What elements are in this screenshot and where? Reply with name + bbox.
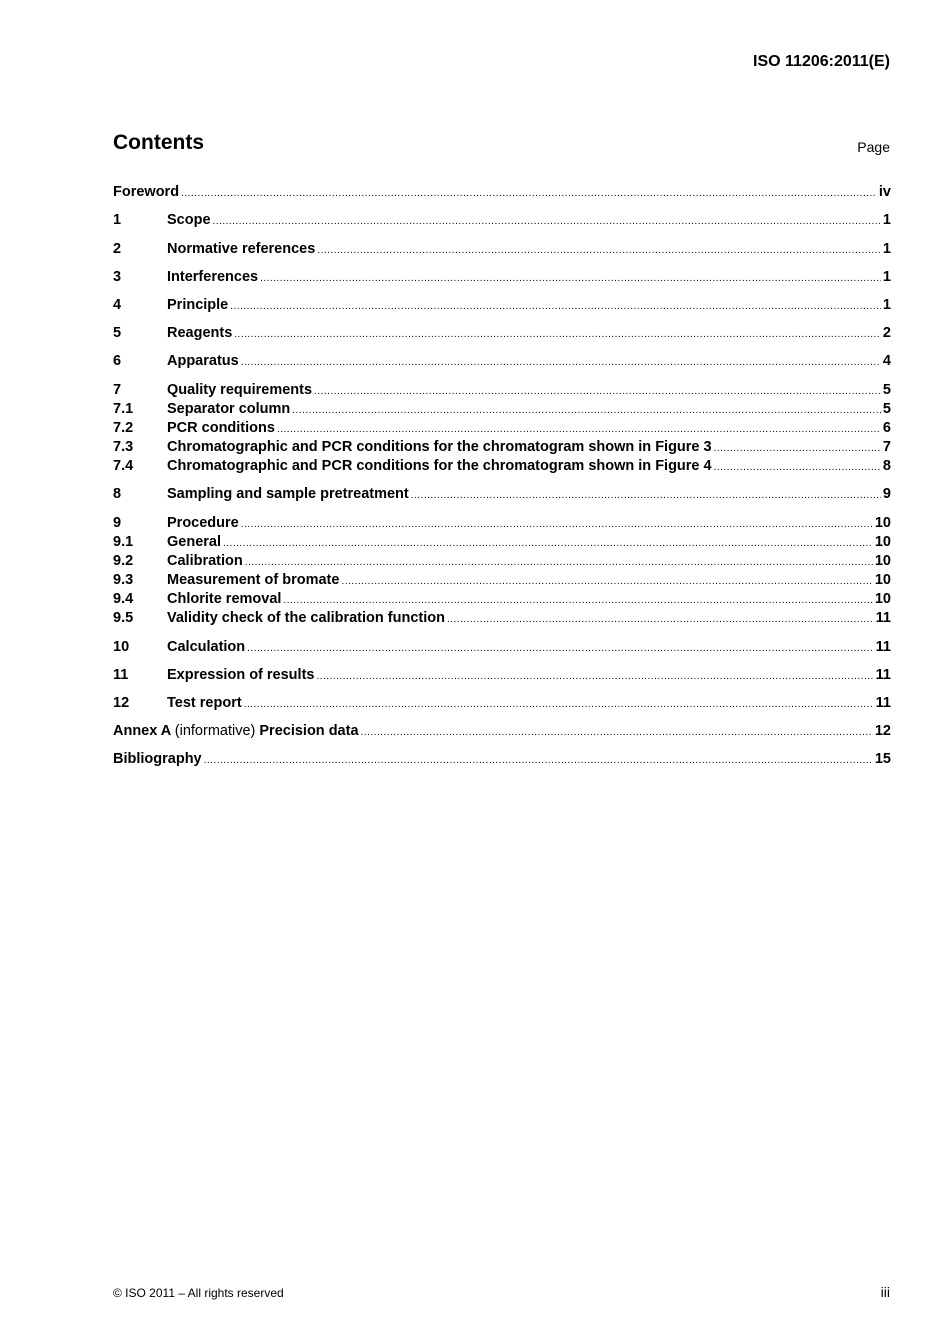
toc-entry-page: 8 xyxy=(882,458,891,474)
toc-entry-label: Test report xyxy=(167,695,242,711)
dot-leader xyxy=(181,184,877,203)
toc-entry-number: 12 xyxy=(113,695,130,711)
toc-entry-label: Calculation xyxy=(167,639,246,655)
toc-entry[interactable] xyxy=(113,457,891,476)
toc-entry-label: Foreword xyxy=(113,184,180,200)
dot-leader xyxy=(714,458,881,477)
toc-entry[interactable] xyxy=(113,211,891,230)
toc-entry-label: Chlorite removal xyxy=(167,591,282,607)
toc-entry[interactable] xyxy=(113,514,891,533)
toc-entry-page: 11 xyxy=(875,695,891,711)
page-number: iii xyxy=(880,1284,890,1300)
toc-entry-label: Validity check of the calibration function xyxy=(167,610,445,626)
dot-leader xyxy=(361,723,873,742)
toc-entry-number: 2 xyxy=(113,241,122,257)
dot-leader xyxy=(447,610,874,629)
copyright-notice: © ISO 2011 – All rights reserved xyxy=(113,1286,284,1300)
annex-title: Precision data xyxy=(259,723,359,739)
dot-leader xyxy=(234,325,881,344)
toc-entry-page: 1 xyxy=(882,241,891,257)
toc-entry-page: 5 xyxy=(882,401,891,417)
toc-entry-label: Chromatographic and PCR conditions for the chromatogram shown in Figure 3 xyxy=(167,439,712,455)
dot-leader xyxy=(411,486,881,505)
toc-entry[interactable] xyxy=(113,552,891,571)
toc-entry-number: 9.5 xyxy=(113,610,134,626)
dot-leader xyxy=(247,639,874,658)
toc-entry-number: 10 xyxy=(113,639,130,655)
annex-prefix: Annex A xyxy=(113,723,171,739)
toc-entry[interactable] xyxy=(113,666,891,685)
toc-entry[interactable] xyxy=(113,609,891,628)
toc-entry[interactable] xyxy=(113,638,891,657)
dot-leader xyxy=(204,751,873,770)
toc-entry[interactable] xyxy=(113,296,891,315)
toc-entry-number: 9.3 xyxy=(113,572,134,588)
toc-entry[interactable] xyxy=(113,590,891,609)
dot-leader xyxy=(245,553,873,572)
toc-entry-label: Scope xyxy=(167,212,211,228)
toc-entry-label: Quality requirements xyxy=(167,382,313,398)
toc-entry-number: 1 xyxy=(113,212,122,228)
toc-entry-annex[interactable] xyxy=(113,722,891,741)
dot-leader xyxy=(230,297,881,316)
dot-leader xyxy=(241,353,881,372)
toc-entry-label: Reagents xyxy=(167,325,233,341)
toc-entry-page: iv xyxy=(878,184,891,200)
toc-entry-page: 10 xyxy=(874,553,891,569)
toc-entry-label: Expression of results xyxy=(167,667,315,683)
toc-entry-label: PCR conditions xyxy=(167,420,275,436)
toc-entry-page: 11 xyxy=(875,639,891,655)
toc-entry-page: 6 xyxy=(882,420,891,436)
dot-leader xyxy=(292,401,881,420)
toc-entry-page: 10 xyxy=(874,572,891,588)
toc-entry-page: 1 xyxy=(882,297,891,313)
toc-entry-page: 5 xyxy=(882,382,891,398)
toc-entry-number: 8 xyxy=(113,486,122,502)
toc-entry-bibliography[interactable] xyxy=(113,750,891,769)
toc-entry-page: 10 xyxy=(874,591,891,607)
dot-leader xyxy=(213,212,881,231)
toc-entry-number: 7.4 xyxy=(113,458,134,474)
dot-leader xyxy=(314,382,881,401)
dot-leader xyxy=(317,241,881,260)
toc-entry-label: Procedure xyxy=(167,515,239,531)
toc-entry[interactable] xyxy=(113,485,891,504)
toc-entry-number: 9.4 xyxy=(113,591,134,607)
toc-entry-number: 9 xyxy=(113,515,122,531)
toc-entry[interactable] xyxy=(113,419,891,438)
toc-entry-number: 7.2 xyxy=(113,420,134,436)
annex-qualifier: (informative) xyxy=(174,723,256,739)
toc-entry-label: Measurement of bromate xyxy=(167,572,340,588)
toc-entry-number: 3 xyxy=(113,269,122,285)
toc-entry-number: 6 xyxy=(113,353,122,369)
dot-leader xyxy=(714,439,881,458)
dot-leader xyxy=(244,695,874,714)
dot-leader xyxy=(277,420,881,439)
annex-label xyxy=(113,722,359,741)
dot-leader xyxy=(223,534,873,553)
toc-entry-number: 7.3 xyxy=(113,439,134,455)
toc-entry[interactable] xyxy=(113,400,891,419)
toc-entry-page: 1 xyxy=(882,212,891,228)
toc-entry-label: Calibration xyxy=(167,553,243,569)
toc-entry-page: 11 xyxy=(875,667,891,683)
toc-entry[interactable] xyxy=(113,352,891,371)
toc-entry-label: Chromatographic and PCR conditions for the chromatogram shown in Figure 4 xyxy=(167,458,712,474)
toc-entry-label: Sampling and sample pretreatment xyxy=(167,486,409,502)
dot-leader xyxy=(341,572,872,591)
toc-entry[interactable] xyxy=(113,381,891,400)
toc-entry[interactable] xyxy=(113,268,891,287)
toc-entry-number: 11 xyxy=(113,667,129,683)
toc-entry-page: 10 xyxy=(874,534,891,550)
dot-leader xyxy=(316,667,873,686)
toc-entry-page: 15 xyxy=(874,751,891,767)
toc-entry[interactable] xyxy=(113,533,891,552)
toc-entry-page: 7 xyxy=(882,439,891,455)
toc-entry[interactable] xyxy=(113,694,891,713)
toc-entry-label: Apparatus xyxy=(167,353,239,369)
page-title: Contents xyxy=(113,131,204,154)
toc-entry-page: 11 xyxy=(875,610,891,626)
toc-entry-page: 2 xyxy=(882,325,891,341)
toc-entry[interactable] xyxy=(113,183,891,202)
toc-entry[interactable] xyxy=(113,324,891,343)
toc-entry-label: Principle xyxy=(167,297,229,313)
document-code: ISO 11206:2011(E) xyxy=(753,53,890,70)
toc-entry[interactable] xyxy=(113,240,891,259)
toc-entry-number: 5 xyxy=(113,325,122,341)
toc-entry-label: Interferences xyxy=(167,269,259,285)
dot-leader xyxy=(260,269,881,288)
toc-entry-page: 9 xyxy=(882,486,891,502)
dot-leader xyxy=(283,591,872,610)
toc-entry-number: 4 xyxy=(113,297,122,313)
toc-entry-page: 12 xyxy=(874,723,891,739)
toc-entry-page: 4 xyxy=(882,353,891,369)
toc-entry-number: 9.1 xyxy=(113,534,134,550)
toc-entry[interactable] xyxy=(113,571,891,590)
page-column-label: Page xyxy=(857,139,890,155)
toc-entry-label: Normative references xyxy=(167,241,316,257)
toc-entry-label: General xyxy=(167,534,221,550)
toc-entry-page: 1 xyxy=(882,269,891,285)
toc-entry-label: Bibliography xyxy=(113,751,202,767)
toc-entry-number: 9.2 xyxy=(113,553,134,569)
dot-leader xyxy=(241,515,873,534)
toc-entry-number: 7 xyxy=(113,382,122,398)
toc-entry-number: 7.1 xyxy=(113,401,134,417)
toc-entry-label: Separator column xyxy=(167,401,291,417)
toc-entry[interactable] xyxy=(113,438,891,457)
toc-entry-page: 10 xyxy=(874,515,891,531)
